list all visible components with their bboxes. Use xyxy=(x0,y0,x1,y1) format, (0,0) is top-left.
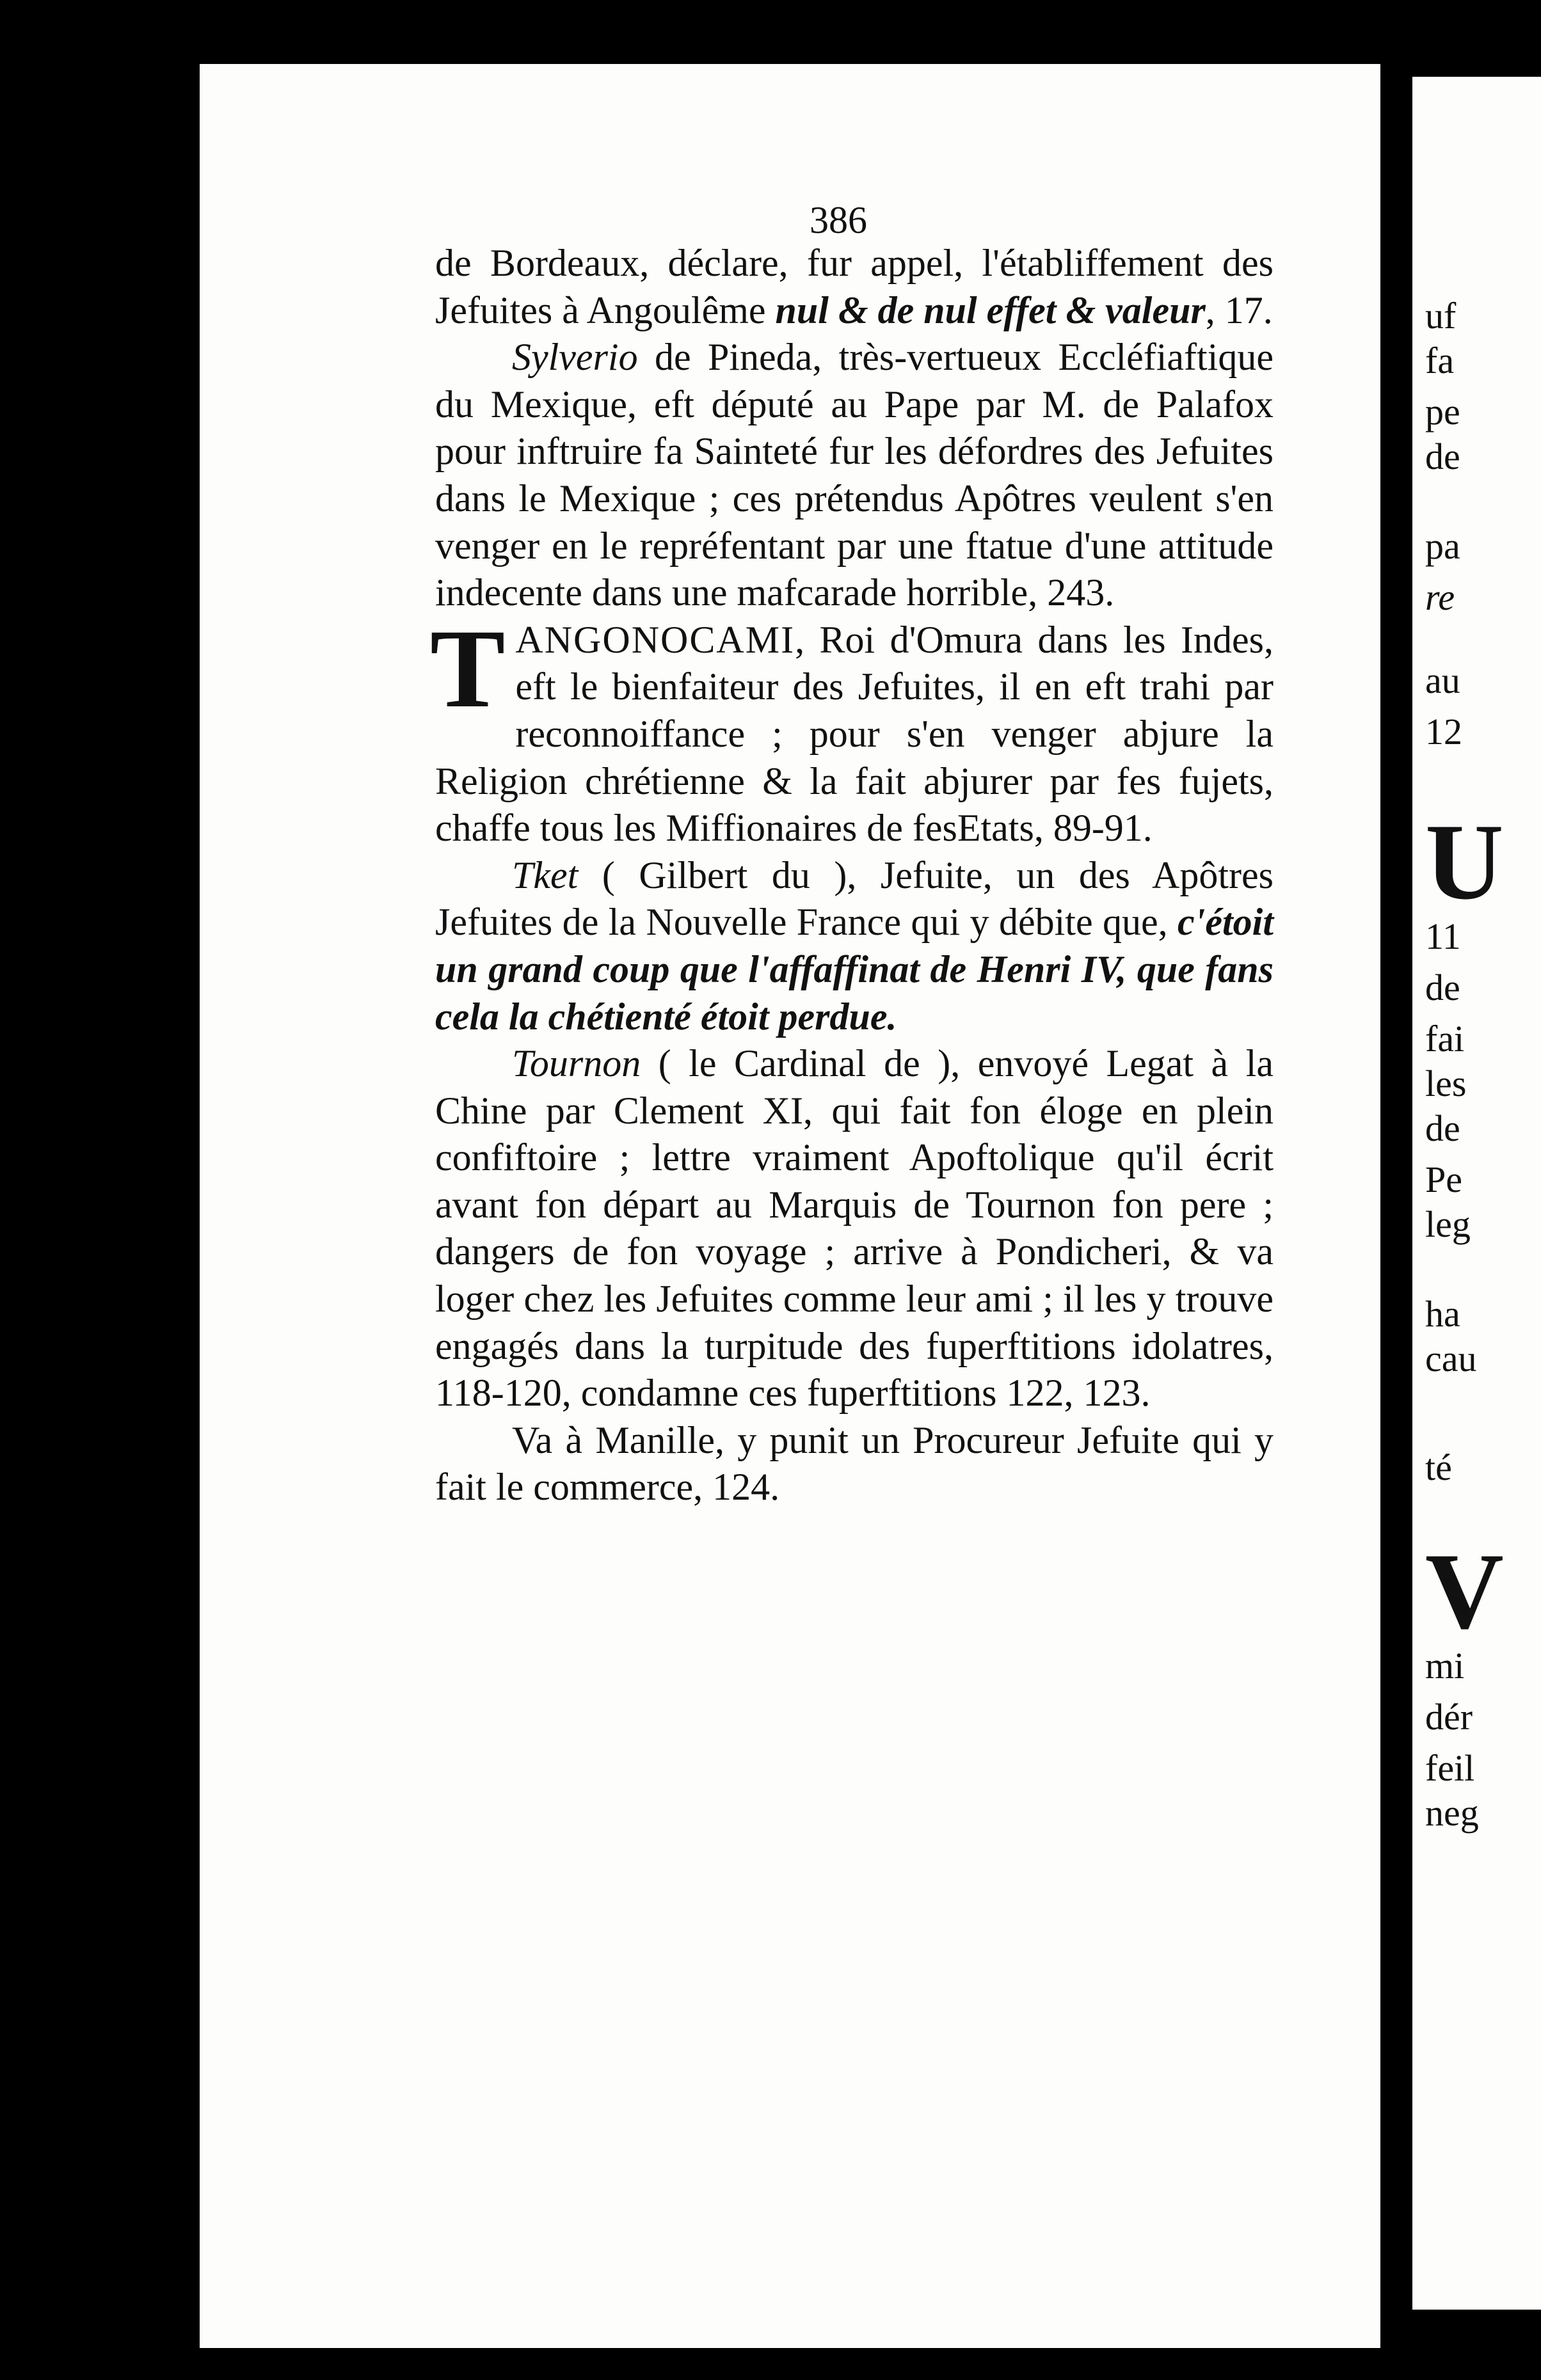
facing-fragment: leg xyxy=(1425,1203,1471,1245)
facing-fragment: cau xyxy=(1425,1338,1477,1379)
entry-tket xyxy=(435,852,1274,1040)
facing-fragment: ha xyxy=(1425,1293,1460,1335)
entry-text: Va à Manille, y punit un Procureur Jefuite qui y fait le commerce, 124. xyxy=(435,1418,1274,1509)
entry-headword: Tket xyxy=(512,853,579,896)
entry-italic-quote: c'étoit un grand coup que l'affaffinat de Henri IV, que fans cela la chétienté étoit perdue. xyxy=(435,901,1274,1038)
facing-fragment: mi xyxy=(1425,1645,1465,1686)
facing-fragment: dér xyxy=(1425,1696,1473,1738)
drop-cap: T xyxy=(430,606,506,731)
entry-headword: Tournon xyxy=(512,1042,641,1085)
entry-text: de Pineda, très-vertueux Eccléfiaftique du Mexique, eft député au Pape par M. de Palafox pour inftruire fa Sainteté fur les défordres des Jefuites dans le Mexique ; ces prétendus Apôtres veulent s'en venger en le repréfentant par une ftatue d'une attitude indecente dans une mafcarade horrible, 243. xyxy=(435,336,1274,614)
facing-fragment: de xyxy=(1425,967,1460,1008)
book-page-right-fragment xyxy=(1412,77,1541,2310)
entry-sylverio xyxy=(435,334,1274,617)
entry-manille xyxy=(435,1417,1274,1511)
facing-fragment: feil xyxy=(1425,1747,1475,1789)
facing-fragment: Pe xyxy=(1425,1159,1462,1200)
entry-italic-phrase: nul & de nul effet & valeur xyxy=(775,289,1206,331)
entry-text: de Bordeaux, déclare, fur appel, l'établiffement des Jefuites à Angoulême xyxy=(435,242,1274,331)
facing-fragment: 11 xyxy=(1425,916,1461,957)
facing-fragment: fai xyxy=(1425,1018,1465,1059)
entry-text: ( Gilbert du ), Jefuite, un des Apôtres Jefuites de la Nouvelle France qui y débite que, xyxy=(435,853,1274,944)
facing-fragment: re xyxy=(1425,576,1455,618)
facing-fragment: de xyxy=(1425,1107,1460,1149)
facing-drop-cap: U xyxy=(1425,802,1504,922)
page-number: 386 xyxy=(810,199,867,241)
facing-drop-cap: V xyxy=(1425,1531,1504,1651)
entry-tangonocami xyxy=(430,606,1274,852)
facing-fragment: de xyxy=(1425,436,1460,477)
entry-text: ( le Cardinal de ), envoyé Legat à la Chine par Clement XI, qui fait fon éloge en plein confiftoire ; lettre vraiment Apoftolique qu'il écrit avant fon départ au Marquis de Tournon fon pere ; dangers de fon voyage ; arrive à Pondicheri, & va loger chez les Jefuites comme leur ami ; il les y trouve engagés dans la turpitude des fuperftitions idolatres, 118-120, condamne ces fuperftitions 122, 123. xyxy=(435,1042,1274,1415)
facing-fragment: té xyxy=(1425,1447,1452,1488)
entry-tournon xyxy=(435,1040,1274,1417)
facing-fragment: pa xyxy=(1425,525,1460,567)
facing-fragment: uf xyxy=(1425,295,1457,337)
facing-fragment: fa xyxy=(1425,340,1455,381)
entry-text: , Roi d'Omura dans les Indes, eft le bienfaiteur des Jefuites, il en eft trahi par reconnoiffance ; pour s'en venger abjure la Religion chrétienne & la fait abjurer par fes fujets, chaffe tous les Miffionaires de fesEtats, 89-91. xyxy=(435,618,1274,850)
entry-bordeaux xyxy=(435,240,1274,334)
facing-fragment: au xyxy=(1425,660,1460,701)
entry-headword: ANGONOCAMI xyxy=(515,618,795,661)
entry-page-ref: , 17. xyxy=(1205,289,1273,331)
facing-fragment: les xyxy=(1425,1063,1467,1104)
facing-fragment: 12 xyxy=(1425,711,1462,752)
facing-fragment: neg xyxy=(1425,1792,1479,1834)
entry-headword: Sylverio xyxy=(512,336,638,379)
facing-fragment: pe xyxy=(1425,391,1460,432)
index-text-column xyxy=(430,240,1274,1511)
